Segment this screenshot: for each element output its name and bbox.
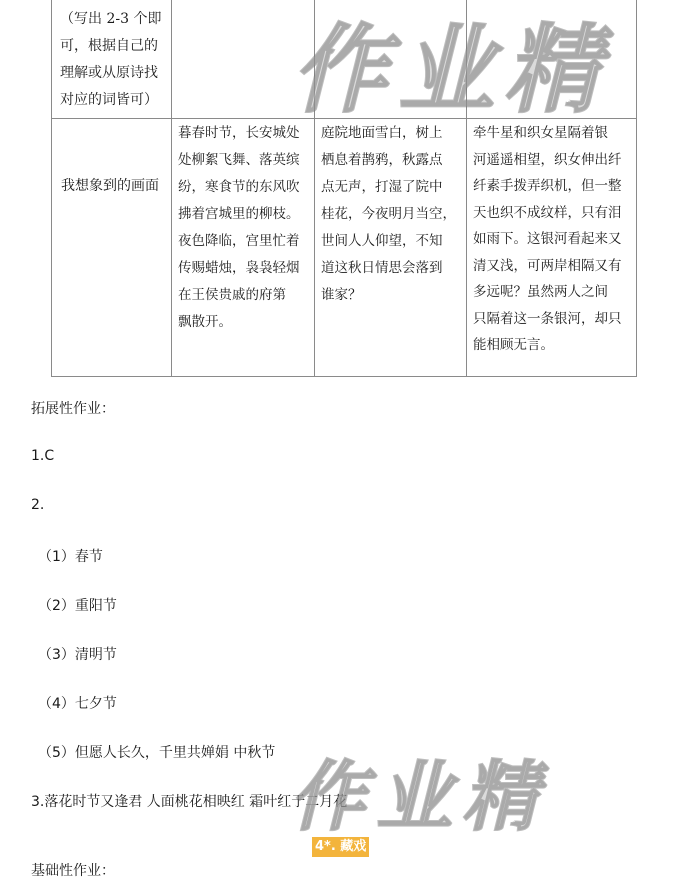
scene-line: 能相顾无言。 <box>473 337 554 353</box>
table-cell-scene-3 <box>473 120 635 359</box>
answer-q3: 3.落花时节又逢君 人面桃花相映红 霜叶红于二月花 <box>31 794 348 810</box>
hint-line: （写出 2-3 个即 <box>60 11 162 27</box>
poem-table <box>51 0 637 377</box>
table-border-col2 <box>314 0 315 377</box>
basic-heading: 基础性作业： <box>31 863 115 879</box>
extension-heading: 拓展性作业： <box>31 401 115 417</box>
highlighted-answer-badge: 4*. 藏戏 <box>312 837 369 857</box>
scene-line: 处柳絮飞舞、落英缤 <box>178 152 300 168</box>
scene-line: 谁家？ <box>321 287 362 303</box>
answer-q2-item: （5）但愿人长久，千里共婵娟 中秋节 <box>38 745 276 761</box>
table-row-label: 我想象到的画面 <box>61 178 159 194</box>
scene-line: 清又浅，可两岸相隔又有 <box>473 257 622 274</box>
scene-line: 暮春时节，长安城处 <box>178 125 300 141</box>
table-border-right <box>636 0 637 377</box>
scene-line: 飘散开。 <box>178 314 232 330</box>
scene-line: 纷，寒食节的东风吹 <box>178 179 300 195</box>
scene-line: 夜色降临，宫里忙着 <box>178 233 300 249</box>
scene-line: 传赐蜡烛，袅袅轻烟 <box>178 260 300 276</box>
answer-q2-item: （3）清明节 <box>38 647 117 663</box>
table-border-left <box>51 0 52 377</box>
scene-line: 拂着宫城里的柳枝。 <box>178 206 300 222</box>
table-cell-hint <box>60 6 168 114</box>
scene-line: 桂花，今夜明月当空， <box>321 206 456 222</box>
scene-line: 多远呢？虽然两人之间 <box>473 284 608 300</box>
scene-line: 如雨下。这银河看起来又 <box>473 231 622 247</box>
hint-line: 理解或从原诗找 <box>60 65 158 81</box>
scene-line: 天也织不成纹样，只有泪 <box>473 204 622 221</box>
hint-line: 对应的词皆可） <box>60 92 158 108</box>
answer-q2-item: （1）春节 <box>38 549 103 565</box>
table-row-divider <box>51 118 637 119</box>
scene-line: 纤素手拨弄织机，但一整 <box>473 178 622 194</box>
table-cell-scene-1 <box>178 120 313 336</box>
scene-line: 庭院地面雪白，树上 <box>321 125 443 141</box>
watermark-bottom: 作业精 <box>290 752 548 841</box>
scene-line: 栖息着鹊鸦，秋露点 <box>321 152 443 168</box>
scene-line: 只隔着这一条银河，却只 <box>473 310 622 327</box>
answer-q1: 1.C <box>31 448 55 464</box>
table-cell-scene-2 <box>321 120 466 309</box>
answer-q2: 2. <box>31 497 45 513</box>
table-border-bottom <box>51 376 637 377</box>
scene-line: 牵牛星和织女星隔着银 <box>473 125 608 141</box>
hint-line: 可，根据自己的 <box>60 38 158 54</box>
scene-line: 道这秋日情思会落到 <box>321 260 443 276</box>
watermark-top: 作业精 <box>292 14 610 126</box>
answer-q2-item: （4）七夕节 <box>38 696 117 712</box>
scene-line: 点无声，打湿了院中 <box>321 179 443 195</box>
scene-line: 河遥遥相望，织女伸出纤 <box>473 151 622 168</box>
scene-line: 在王侯贵戚的府第 <box>178 287 286 303</box>
table-border-col3 <box>466 0 467 377</box>
scene-line: 世间人人仰望，不知 <box>321 233 443 249</box>
answer-q2-item: （2）重阳节 <box>38 598 117 614</box>
